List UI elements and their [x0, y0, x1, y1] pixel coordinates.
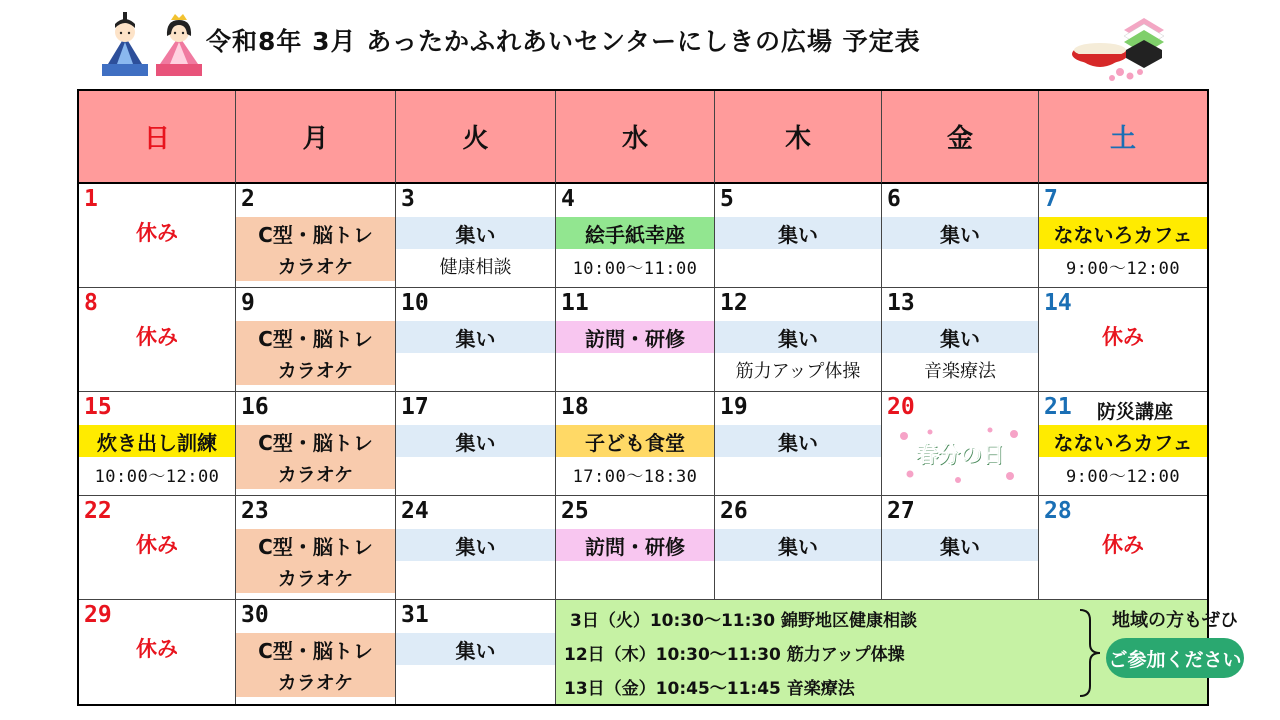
- hina-doll-empress-icon: [152, 12, 206, 78]
- day-cell-27: [882, 496, 1039, 600]
- day-cell-25: [556, 496, 715, 600]
- page-header: [0, 0, 1280, 88]
- event-karaoke: カラオケ: [236, 561, 395, 593]
- day-number: 1: [84, 186, 98, 212]
- rest-label: 休み: [136, 533, 178, 557]
- day-number: 23: [241, 498, 269, 524]
- event-tsudoi: 集い: [396, 321, 555, 353]
- weekday-friday: 金: [882, 91, 1039, 184]
- rest-label: 休み: [136, 325, 178, 349]
- day-number: 4: [561, 186, 575, 212]
- day-cell-31: [396, 600, 556, 704]
- holiday-label: 春分の日: [915, 443, 1004, 468]
- day-cell-13: [882, 288, 1039, 392]
- event-nanairo-cafe: なないろカフェ: [1039, 217, 1207, 249]
- hina-doll-emperor-icon: [98, 12, 152, 78]
- day-cell-2: [236, 184, 396, 288]
- rest-label: 休み: [136, 221, 178, 245]
- day-number: 17: [401, 394, 429, 420]
- calendar-table: [77, 89, 1242, 706]
- day-number: 7: [1044, 186, 1058, 212]
- day-number: 21: [1044, 394, 1072, 420]
- day-number: 19: [720, 394, 748, 420]
- event-tsudoi: 集い: [396, 217, 555, 249]
- event-tsudoi: 集い: [715, 425, 881, 457]
- weekday-wednesday: 水: [556, 91, 715, 184]
- day-number: 31: [401, 602, 429, 628]
- day-cell-10: [396, 288, 556, 392]
- notes-panel: [556, 600, 1242, 704]
- day-cell-12: [715, 288, 882, 392]
- day-cell-11: [556, 288, 715, 392]
- note-line-2: 12日（木）10:30～11:30 筋力アップ体操: [564, 645, 905, 665]
- event-tsudoi: 集い: [715, 529, 881, 561]
- event-c-type: C型・脳トレ: [236, 321, 395, 353]
- weekday-thursday: 木: [715, 91, 882, 184]
- day-cell-22: [79, 496, 236, 600]
- event-kenko-sodan: 健康相談: [439, 257, 512, 278]
- event-bousai: 防災講座: [1097, 401, 1174, 423]
- event-nanairo-time: 9:00～12:00: [1065, 466, 1181, 487]
- day-cell-7: [1039, 184, 1207, 288]
- event-tsudoi: 集い: [396, 425, 555, 457]
- event-karaoke: カラオケ: [236, 249, 395, 281]
- day-number: 20: [887, 394, 915, 420]
- event-c-type: C型・脳トレ: [236, 633, 395, 665]
- event-karaoke: カラオケ: [236, 353, 395, 385]
- invite-bottom-text: ご参加ください: [1108, 648, 1242, 671]
- day-number: 13: [887, 290, 915, 316]
- day-number: 30: [241, 602, 269, 628]
- day-cell-19: [715, 392, 882, 496]
- day-number: 27: [887, 498, 915, 524]
- day-number: 25: [561, 498, 589, 524]
- event-houmon-kenshu: 訪問・研修: [556, 529, 714, 561]
- day-cell-30: [236, 600, 396, 704]
- day-number: 24: [401, 498, 429, 524]
- day-cell-29: [79, 600, 236, 704]
- day-cell-1: [79, 184, 236, 288]
- day-cell-5: [715, 184, 882, 288]
- day-number: 16: [241, 394, 269, 420]
- weekday-sunday: 日: [79, 91, 236, 184]
- day-cell-6: [882, 184, 1039, 288]
- day-number: 29: [84, 602, 112, 628]
- event-tsudoi: 集い: [396, 633, 555, 665]
- day-cell-23: [236, 496, 396, 600]
- day-number: 8: [84, 290, 98, 316]
- day-number: 3: [401, 186, 415, 212]
- day-number: 2: [241, 186, 255, 212]
- day-cell-21: [1039, 392, 1207, 496]
- day-cell-26: [715, 496, 882, 600]
- day-cell-8: [79, 288, 236, 392]
- day-cell-9: [236, 288, 396, 392]
- day-number: 9: [241, 290, 255, 316]
- event-tsudoi: 集い: [882, 529, 1038, 561]
- note-line-1: 3日（火）10:30～11:30 錦野地区健康相談: [570, 611, 917, 631]
- event-takidashi-time: 10:00～12:00: [94, 466, 220, 487]
- day-cell-18: [556, 392, 715, 496]
- event-nanairo-time: 9:00～12:00: [1065, 258, 1181, 279]
- day-cell-4: [556, 184, 715, 288]
- page-title: 令和8年 3月 あったかふれあいセンターにしきの広場 予定表: [206, 27, 921, 56]
- day-cell-3: [396, 184, 556, 288]
- event-takidashi: 炊き出し訓練: [79, 425, 235, 457]
- day-number: 11: [561, 290, 589, 316]
- event-houmon-kenshu: 訪問・研修: [556, 321, 714, 353]
- note-line-3: 13日（金）10:45～11:45 音楽療法: [564, 679, 855, 699]
- invite-badge: [1106, 638, 1244, 678]
- brace-icon: [1076, 608, 1104, 698]
- day-number: 10: [401, 290, 429, 316]
- day-cell-16: [236, 392, 396, 496]
- event-etegami-time: 10:00～11:00: [572, 258, 698, 279]
- event-kodomo-time: 17:00～18:30: [572, 466, 698, 487]
- rest-label: 休み: [1102, 533, 1144, 557]
- day-number: 22: [84, 498, 112, 524]
- day-number: 14: [1044, 290, 1072, 316]
- invite-top-text: 地域の方もぜひ: [1112, 610, 1238, 631]
- weekday-tuesday: 火: [396, 91, 556, 184]
- day-number: 18: [561, 394, 589, 420]
- day-number: 28: [1044, 498, 1072, 524]
- event-tsudoi: 集い: [882, 217, 1038, 249]
- event-karaoke: カラオケ: [236, 457, 395, 489]
- day-cell-28: [1039, 496, 1207, 600]
- day-cell-20: [882, 392, 1039, 496]
- hishimochi-sakura-icon: [1070, 10, 1170, 82]
- day-cell-17: [396, 392, 556, 496]
- event-tsudoi: 集い: [715, 321, 881, 353]
- day-cell-24: [396, 496, 556, 600]
- day-number: 5: [720, 186, 734, 212]
- rest-label: 休み: [136, 637, 178, 661]
- event-tsudoi: 集い: [715, 217, 881, 249]
- weekday-monday: 月: [236, 91, 396, 184]
- event-tsudoi: 集い: [882, 321, 1038, 353]
- day-cell-14: [1039, 288, 1207, 392]
- rest-label: 休み: [1102, 325, 1144, 349]
- day-number: 26: [720, 498, 748, 524]
- day-cell-15: [79, 392, 236, 496]
- weekday-saturday: 土: [1039, 91, 1207, 184]
- event-tsudoi: 集い: [396, 529, 555, 561]
- event-kinryoku: 筋力アップ体操: [735, 361, 861, 382]
- event-nanairo-cafe: なないろカフェ: [1039, 425, 1207, 457]
- event-kodomo-shokudo: 子ども食堂: [556, 425, 714, 457]
- day-number: 12: [720, 290, 748, 316]
- event-c-type: C型・脳トレ: [236, 529, 395, 561]
- event-karaoke: カラオケ: [236, 665, 395, 697]
- event-c-type: C型・脳トレ: [236, 217, 395, 249]
- event-c-type: C型・脳トレ: [236, 425, 395, 457]
- event-ongaku: 音楽療法: [924, 361, 996, 382]
- day-number: 6: [887, 186, 901, 212]
- event-etegami: 絵手紙幸座: [556, 217, 714, 249]
- day-number: 15: [84, 394, 112, 420]
